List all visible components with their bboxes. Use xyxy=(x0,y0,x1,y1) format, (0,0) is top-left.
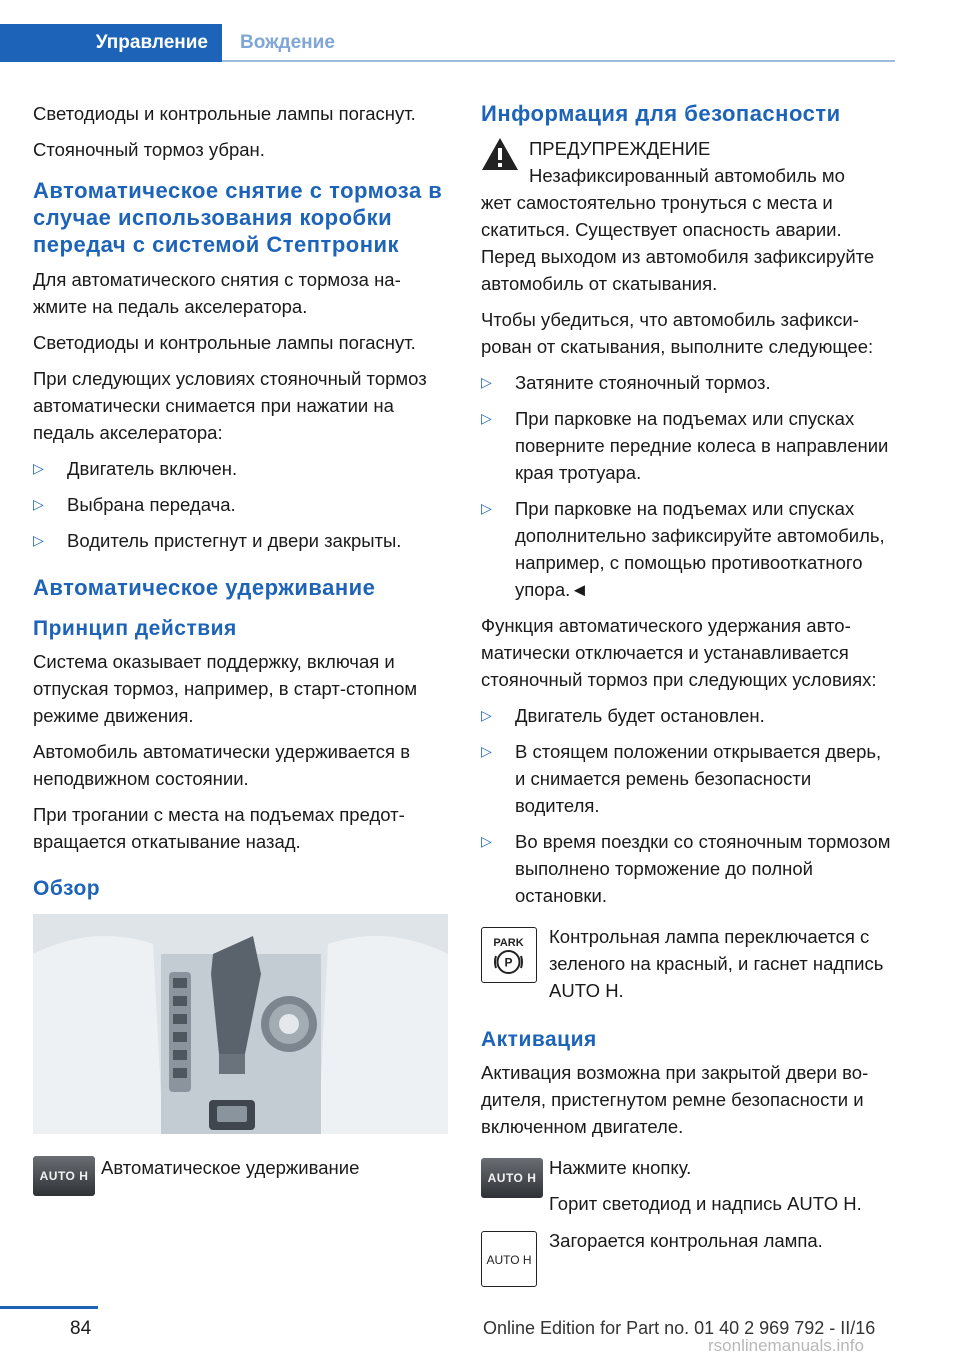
triangle-bullet-icon: ▷ xyxy=(481,374,492,390)
paragraph: Система оказывает поддержку, включая и отпуская тормоз, например, в старт-стопном режиме движения. xyxy=(33,651,418,726)
list-item xyxy=(33,527,448,554)
list-item-text: Двигатель включен. xyxy=(67,458,238,479)
triangle-bullet-icon: ▷ xyxy=(33,532,44,548)
park-brake-indicator-icon xyxy=(481,927,537,983)
park-label: PARK xyxy=(493,937,524,949)
page-number: 84 xyxy=(70,1318,92,1339)
warning-title: ПРЕДУПРЕЖДЕНИЕ xyxy=(529,138,711,159)
warning-first-line: Незафиксированный автомобиль мо xyxy=(529,165,845,186)
list-item xyxy=(481,495,896,603)
heading-auto-release: Автоматическое снятие с тормоза в случае использования коробки передач с системой Стептроник xyxy=(33,178,443,257)
paragraph: Активация возможна при закрытой двери водителя, пристегнутом ремне безопасности и включенном двигателе. xyxy=(481,1062,869,1137)
triangle-bullet-icon: ▷ xyxy=(481,410,492,426)
list-item-text: Двигатель будет остановлен. xyxy=(515,705,765,726)
heading-safety: Информация для безопасности xyxy=(481,101,841,126)
auto-h-indicator-icon: AUTO H xyxy=(481,1231,537,1287)
list-item xyxy=(481,738,896,819)
lamp-on-text: Загорается контрольная лампа. xyxy=(549,1230,823,1251)
triangle-bullet-icon: ▷ xyxy=(481,743,492,759)
triangle-bullet-icon: ▷ xyxy=(481,500,492,516)
paragraph: При трогании с места на подъемах предотвращается откатывание назад. xyxy=(33,804,405,852)
triangle-bullet-icon: ▷ xyxy=(33,496,44,512)
triangle-bullet-icon: ▷ xyxy=(481,707,492,723)
button-caption: Автоматическое удерживание xyxy=(101,1157,360,1178)
list-item xyxy=(481,405,896,486)
auto-h-button-icon[interactable]: AUTO H xyxy=(33,1156,95,1196)
paragraph: Стояночный тормоз убран. xyxy=(33,139,265,160)
list-item-text: Во время поездки со стояночным тормозом выполнено торможение до полной остановки. xyxy=(515,831,891,906)
center-console-illustration xyxy=(33,914,448,1134)
auto-h-button-icon[interactable]: AUTO H xyxy=(481,1158,543,1198)
heading-overview: Обзор xyxy=(33,877,101,900)
heading-auto-hold: Автоматическое удерживание xyxy=(33,575,376,600)
warning-text: жет самостоятельно тронуться с места и скатиться. Существует опасность аварии. Перед выходом из автомобиля зафиксируйте автомобиль от скатывания. xyxy=(481,192,875,294)
list-item xyxy=(33,491,448,518)
triangle-bullet-icon: ▷ xyxy=(481,833,492,849)
svg-text:P: P xyxy=(504,955,513,970)
list-item xyxy=(481,828,896,909)
list-item-text: В стоящем положении открывается дверь, и снимается ремень безопасности водителя. xyxy=(515,741,882,816)
tab-upravlenie[interactable]: Управление xyxy=(0,24,222,62)
led-on-text: Горит светодиод и надпись AUTO H. xyxy=(549,1193,862,1214)
list-item-text: Водитель пристегнут и двери закрыты. xyxy=(67,530,402,551)
park-indicator-row xyxy=(481,923,896,1004)
tab-vozhdenie[interactable]: Вождение xyxy=(240,32,335,53)
park-indicator-text: Контрольная лампа переключается с зеленого на красный, и гаснет надпись AUTO H. xyxy=(549,926,884,1001)
paragraph: Автомобиль автоматически удерживается в неподвижном состоянии. xyxy=(33,741,411,789)
list-item xyxy=(481,702,896,729)
paragraph: Функция автоматического удержания автоматически отключается и устанавливается стояночный тормоз при следующих условиях: xyxy=(481,615,877,690)
heading-principle: Принцип действия xyxy=(33,617,237,640)
paragraph: Чтобы убедиться, что автомобиль зафиксирован от скатывания, выполните следующее: xyxy=(481,309,874,357)
watermark: rsonlinemanuals.info xyxy=(708,1336,864,1355)
control-lamp-row xyxy=(481,1227,896,1287)
warning-triangle-icon xyxy=(481,137,519,171)
list-item-text: При парковке на подъемах или спусках дополнительно зафиксируйте автомобиль, например, с помощью противооткатного упора.◄ xyxy=(515,498,885,600)
edition-note: Online Edition for Part no. 01 40 2 969 792 - II/16 xyxy=(483,1318,876,1338)
list-item xyxy=(481,369,896,396)
center-console-photo xyxy=(33,914,448,1134)
warning-block xyxy=(481,135,896,189)
list-item xyxy=(33,455,448,482)
list-item-text: При парковке на подъемах или спусках поверните передние колеса в направлении края тротуара. xyxy=(515,408,889,483)
header-rule xyxy=(222,60,895,62)
paragraph: Светодиоды и контрольные лампы погаснут. xyxy=(33,103,416,124)
heading-activation: Активация xyxy=(481,1028,597,1051)
footer-rule xyxy=(0,1306,98,1309)
paragraph: При следующих условиях стояночный тормоз автоматически снимается при нажатии на педаль акселератора: xyxy=(33,368,427,443)
paragraph: Светодиоды и контрольные лампы погаснут. xyxy=(33,332,416,353)
list-item-text: Затяните стояночный тормоз. xyxy=(515,372,771,393)
triangle-bullet-icon: ▷ xyxy=(33,460,44,476)
right-column xyxy=(481,100,896,1297)
list-item-text: Выбрана передача. xyxy=(67,494,236,515)
left-column xyxy=(33,100,448,1222)
press-button-row xyxy=(481,1154,896,1217)
paragraph: Для автоматического снятия с тормоза нажмите на педаль акселератора. xyxy=(33,269,401,317)
page-header xyxy=(0,0,960,64)
press-button-text: Нажмите кнопку. xyxy=(549,1157,692,1178)
auto-h-button-row xyxy=(33,1152,448,1212)
